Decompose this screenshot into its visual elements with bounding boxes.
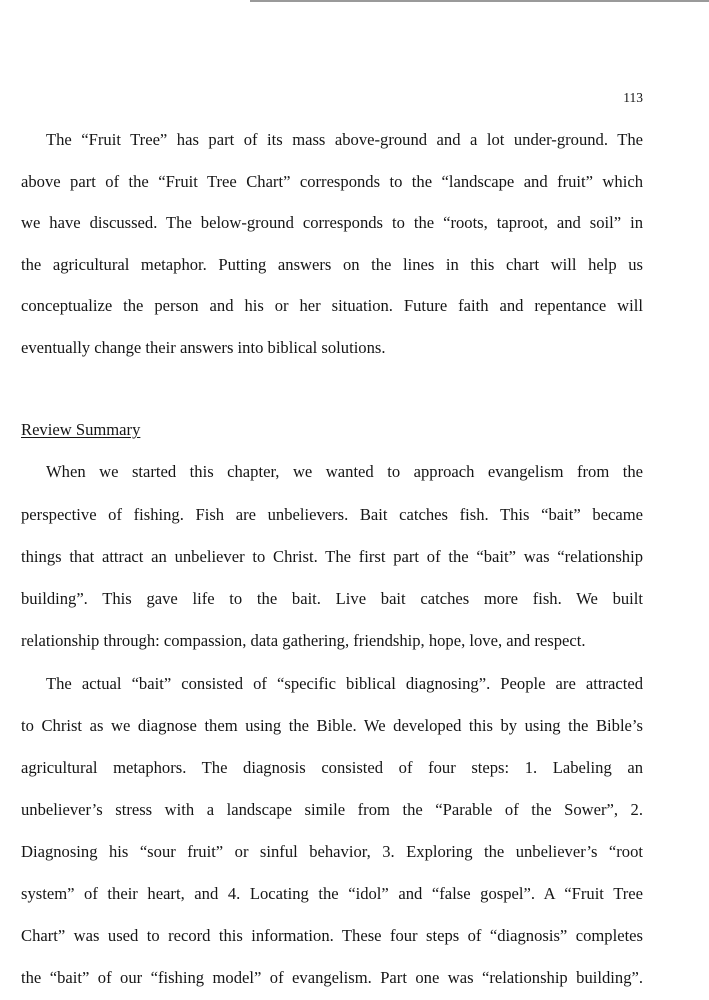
paragraph-1-line: eventually change their answers into biblical solutions. [21,338,386,357]
paragraph-3-line: The actual “bait” consisted of “specific biblical diagnosing”. People are attracted [46,674,643,693]
paragraph-3-line: to Christ as we diagnose them using the Bible. We developed this by using the Bible’s [21,716,643,735]
paragraph-3-line: unbeliever’s stress with a landscape simile from the “Parable of the Sower”, 2. [21,800,643,819]
paragraph-1-line: the agricultural metaphor. Putting answers on the lines in this chart will help us [21,255,643,274]
paragraph-3-line: agricultural metaphors. The diagnosis consisted of four steps: 1. Labeling an [21,758,643,777]
paragraph-2-line: things that attract an unbeliever to Christ. The first part of the “bait” was “relationship [21,547,643,566]
paragraph-1-line: conceptualize the person and his or her situation. Future faith and repentance will [21,296,643,315]
paragraph-2-line: perspective of fishing. Fish are unbelievers. Bait catches fish. This “bait” became [21,505,643,524]
paragraph-3-line: Diagnosing his “sour fruit” or sinful behavior, 3. Exploring the unbeliever’s “root [21,842,643,861]
page-number: 113 [623,90,643,105]
paragraph-1-line: above part of the “Fruit Tree Chart” corresponds to the “landscape and fruit” which [21,172,643,191]
paragraph-2-line: relationship through: compassion, data gathering, friendship, hope, love, and respect. [21,631,586,650]
paragraph-3-line: Chart” was used to record this information. These four steps of “diagnosis” completes [21,926,643,945]
paragraph-2-line: When we started this chapter, we wanted to approach evangelism from the [46,462,643,481]
paragraph-2-line: building”. This gave life to the bait. Live bait catches more fish. We built [21,589,643,608]
paragraph-3-line: the “bait” of our “fishing model” of evangelism. Part one was “relationship building”. [21,968,643,987]
paragraph-1-line: The “Fruit Tree” has part of its mass above-ground and a lot under-ground. The [46,130,643,149]
paragraph-3-line: system” of their heart, and 4. Locating the “idol” and “false gospel”. A “Fruit Tree [21,884,643,903]
scan-edge-rule [250,0,709,2]
paragraph-1-line: we have discussed. The below-ground corresponds to the “roots, taproot, and soil” in [21,213,643,232]
section-heading: Review Summary [21,420,141,439]
